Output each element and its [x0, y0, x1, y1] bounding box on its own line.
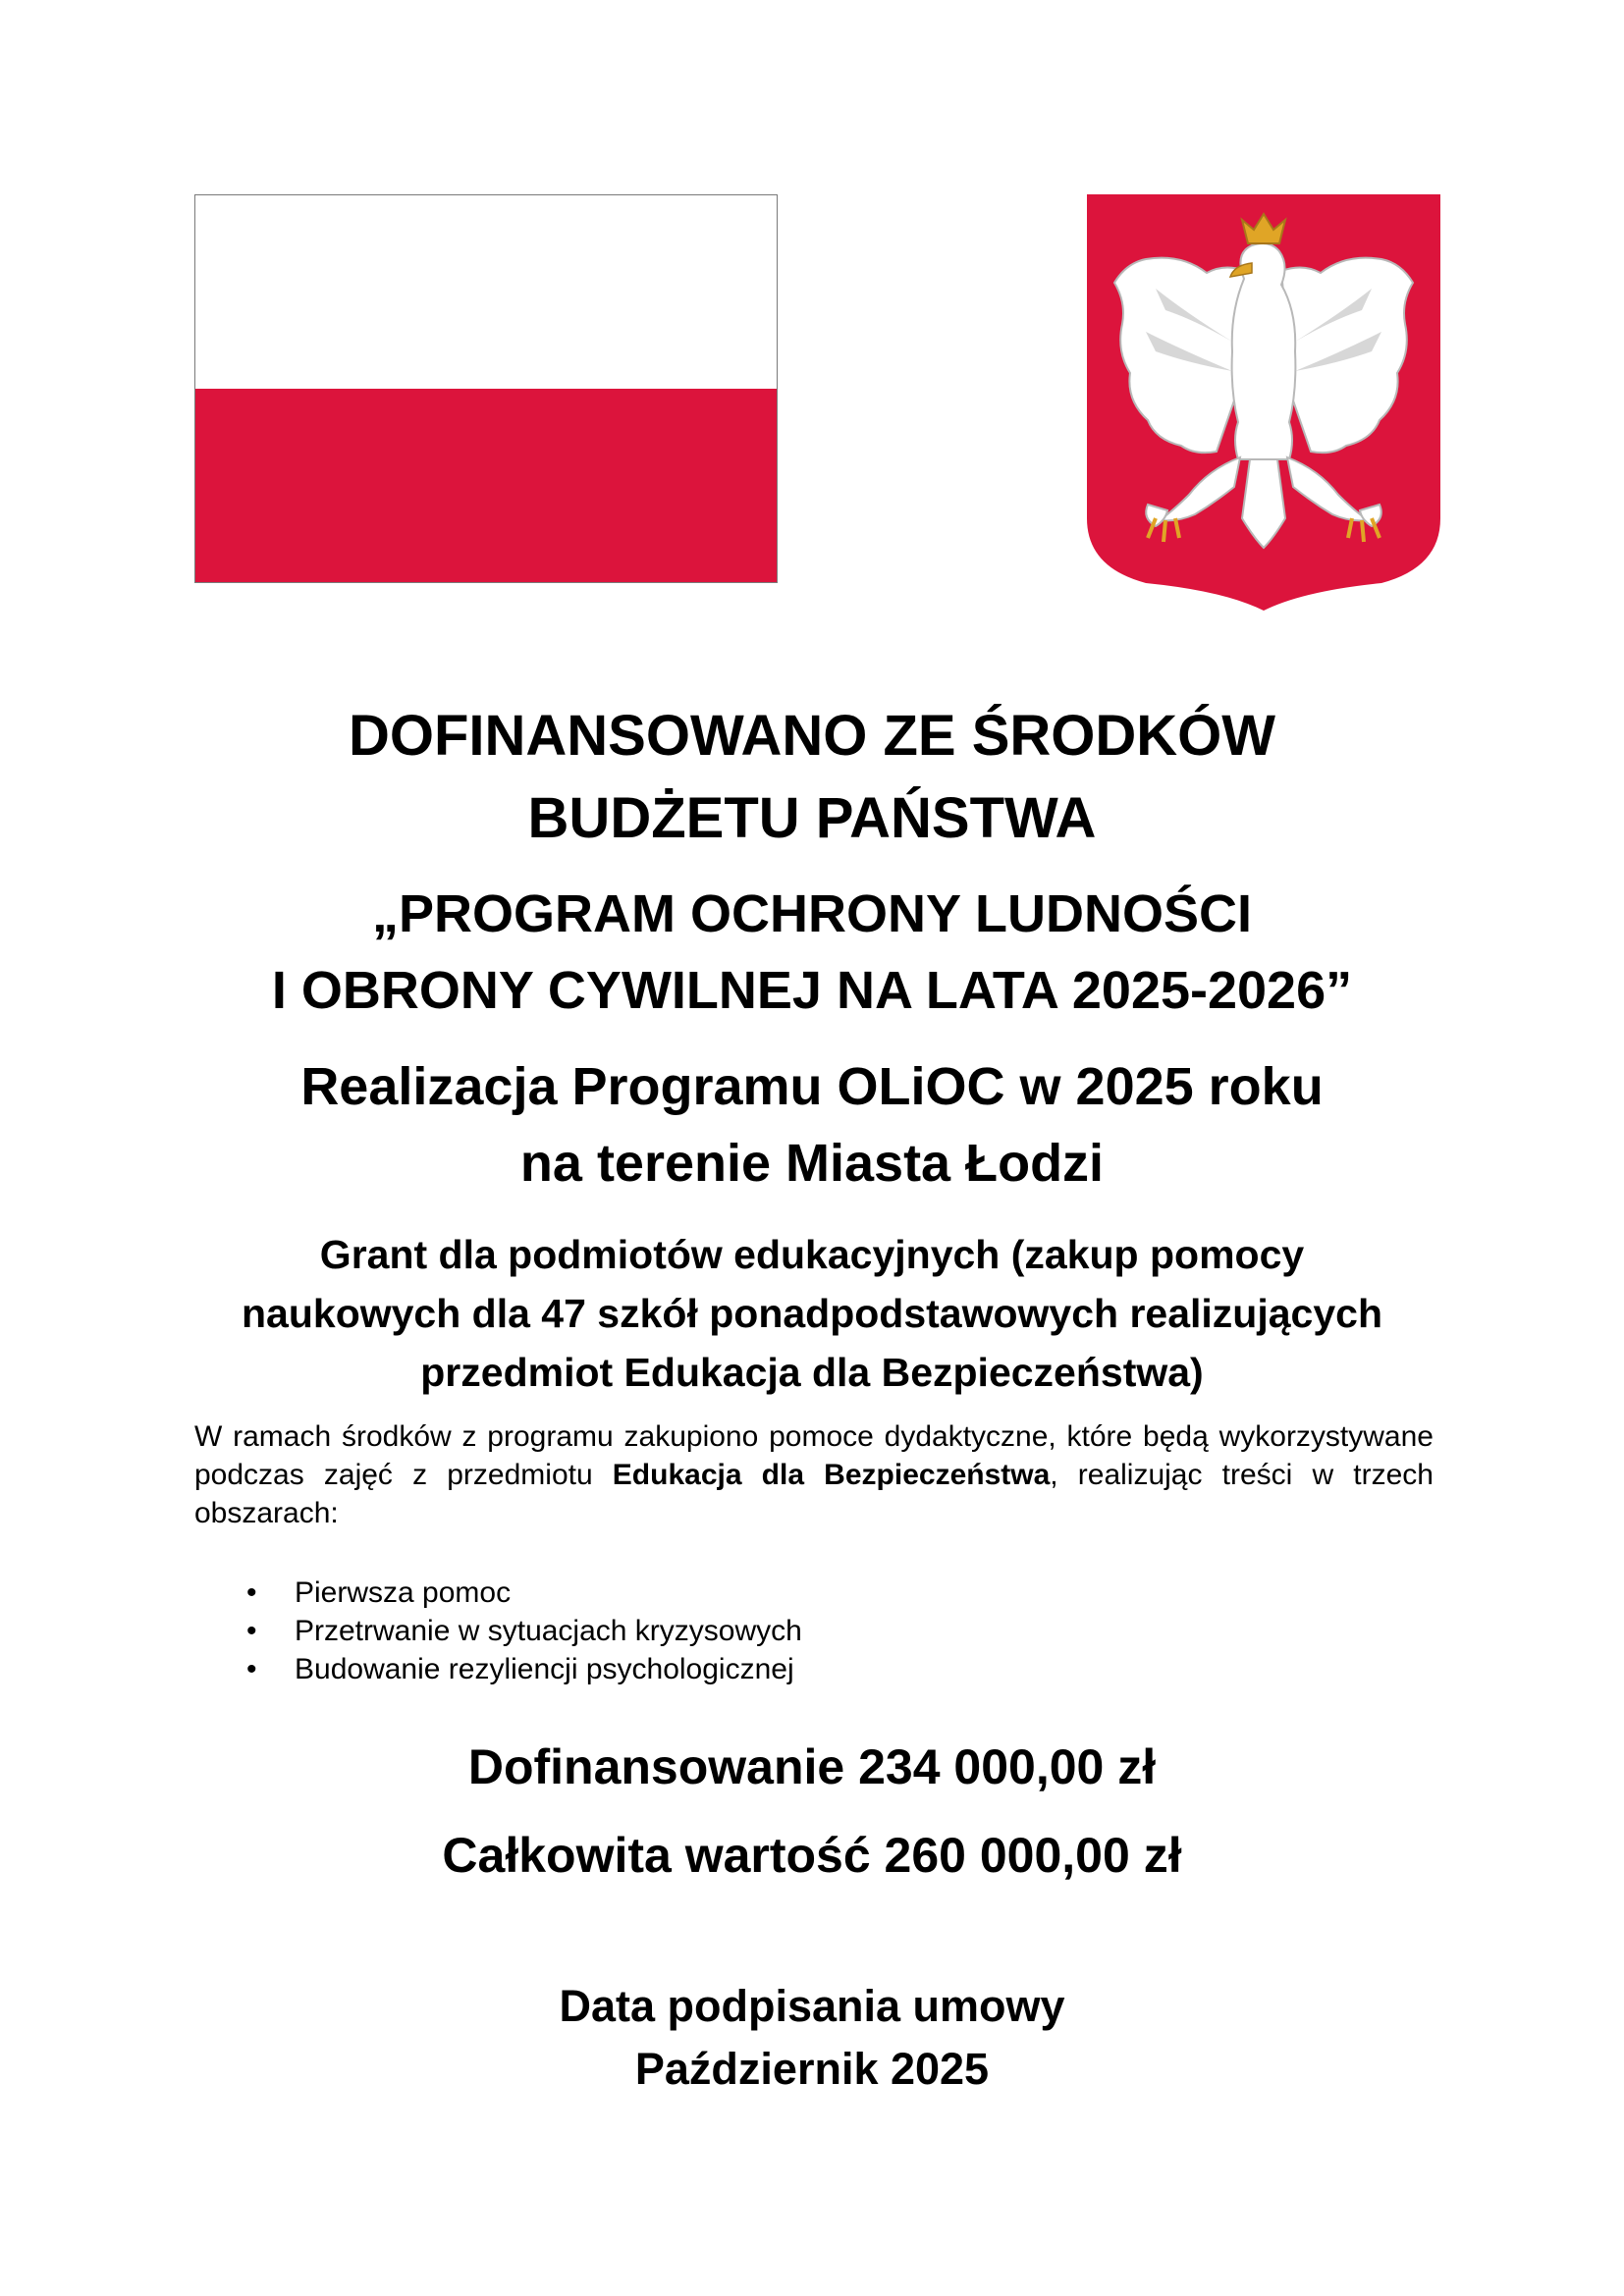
agreement-date-block — [0, 1975, 1624, 2101]
agreement-date-label: Data podpisania umowy — [559, 1981, 1065, 2031]
realization-title-line1: Realizacja Programu OLiOC w 2025 roku — [300, 1057, 1324, 1116]
cofinancing-amount: Dofinansowanie 234 000,00 zł — [467, 1739, 1157, 1794]
description-text-start: W ramach środków z programu zakupiono pomoce dydaktyczne, które będą wykorzystywane podczas zajęć z przedmiotu — [194, 1420, 1434, 1491]
description-text-end: , realizując treści w trzech obszarach: — [194, 1459, 1434, 1529]
area-label: Budowanie rezyliencji psychologicznej — [295, 1653, 794, 1685]
funding-headline-line1: DOFINANSOWANO ZE ŚRODKÓW — [348, 704, 1276, 768]
list-item — [194, 1650, 802, 1688]
bullet-icon: • — [246, 1615, 257, 1647]
flag-red-stripe — [195, 389, 777, 582]
polish-flag-icon — [194, 194, 778, 583]
agreement-date: Październik 2025 — [634, 2044, 990, 2094]
realization-title-line2: na terenie Miasta Łodzi — [519, 1134, 1105, 1193]
flag-white-stripe — [195, 195, 777, 389]
grant-description — [0, 1225, 1624, 1402]
bullet-icon: • — [246, 1576, 257, 1609]
program-title-line2: I OBRONY CYWILNEJ NA LATA 2025-2026” — [271, 961, 1353, 1020]
grant-description-line3: przedmiot Edukacja dla Bezpieczeństwa) — [420, 1350, 1204, 1395]
funding-headline — [0, 695, 1624, 860]
grant-description-line2: naukowych dla 47 szkół ponadpodstawowych realizujących — [242, 1291, 1382, 1336]
total-value: Całkowita wartość 260 000,00 zł — [442, 1828, 1182, 1883]
bullet-icon: • — [246, 1653, 257, 1685]
polish-eagle-emblem-icon — [1087, 194, 1440, 611]
grant-description-line1: Grant dla podmiotów edukacyjnych (zakup pomocy — [319, 1232, 1305, 1277]
program-title-line1: „PROGRAM OCHRONY LUDNOŚCI — [371, 884, 1253, 943]
area-label: Pierwsza pomoc — [295, 1576, 512, 1609]
areas-list — [194, 1574, 802, 1688]
funding-headline-line2: BUDŻETU PAŃSTWA — [527, 786, 1097, 850]
subject-name: Edukacja dla Bezpieczeństwa — [612, 1459, 1051, 1491]
program-title — [0, 876, 1624, 1029]
realization-title — [0, 1048, 1624, 1201]
list-item — [194, 1612, 802, 1650]
description-paragraph — [194, 1417, 1434, 1532]
list-item — [194, 1574, 802, 1612]
area-label: Przetrwanie w sytuacjach kryzysowych — [295, 1615, 802, 1647]
